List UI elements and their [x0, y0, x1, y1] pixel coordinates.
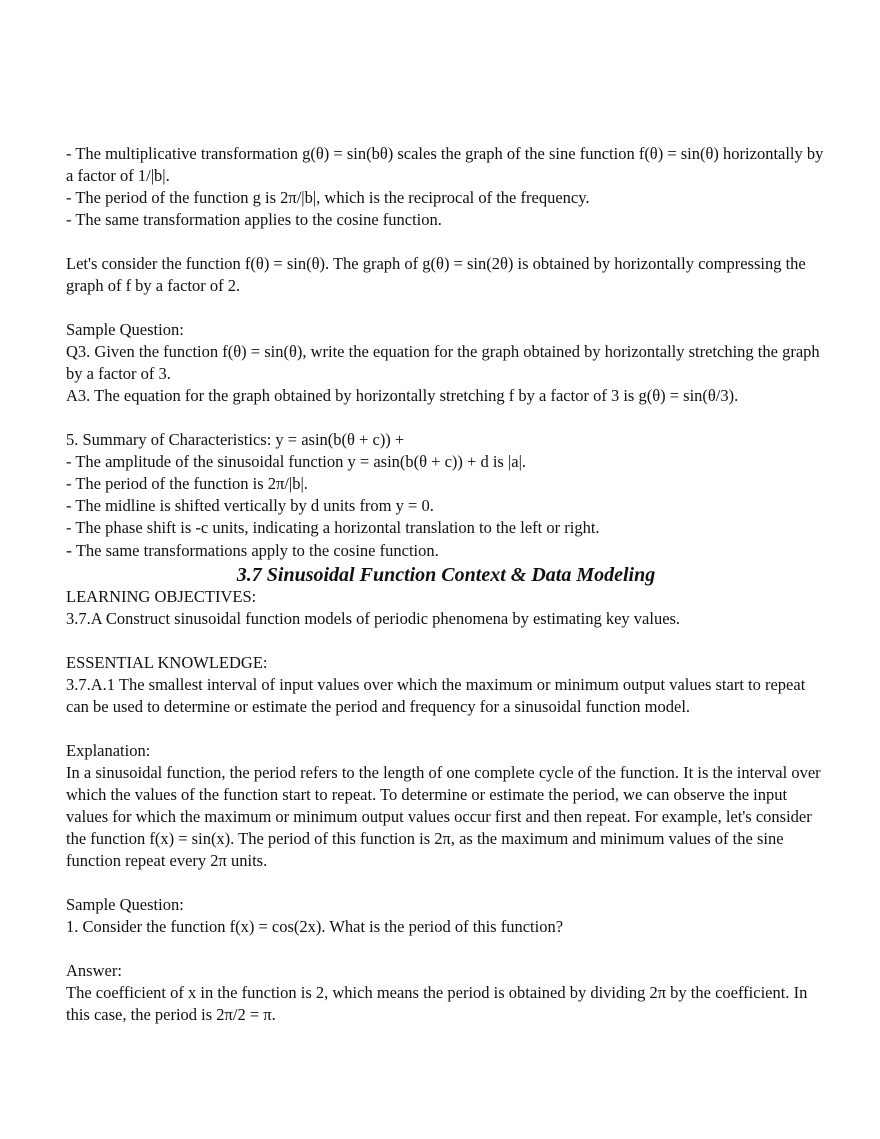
summary-phase-shift: - The phase shift is -c units, indicating a horizontal translation to the left or right.	[66, 518, 600, 537]
spacer	[66, 630, 826, 652]
explanation-text: In a sinusoidal function, the period refers to the length of one complete cycle of the function. It is the interval over which the values of the function start to repeat. To determine or estimate the period, we can observe the input values for which the maximum or minimum output values occur first and then repeat. For example, let's consider the function f(x) = sin(x). The period of this function is 2π, as the maximum and minimum values of the sine function repeat every 2π units.	[66, 763, 821, 870]
spacer	[66, 231, 826, 253]
summary-period: - The period of the function is 2π/|b|.	[66, 474, 308, 493]
objective-3-7-a: 3.7.A Construct sinusoidal function models of periodic phenomena by estimating key values.	[66, 609, 681, 628]
explanation-block	[66, 740, 826, 872]
sample-question-block	[66, 319, 826, 407]
summary-of-characteristics	[66, 429, 826, 562]
transformation-notes	[66, 143, 826, 231]
question-1: 1. Consider the function f(x) = cos(2x). What is the period of this function?	[66, 917, 564, 936]
document-page	[66, 143, 826, 1026]
summary-cosine-text: The same transformations apply to the cosine function.	[75, 541, 439, 560]
answer-label: Answer:	[66, 961, 122, 980]
sample-question-2-block	[66, 894, 826, 938]
bullet-period-of-g: - The period of the function g is 2π/|b|, which is the reciprocal of the frequency.	[66, 188, 590, 207]
question-q3: Q3. Given the function f(θ) = sin(θ), write the equation for the graph obtained by horizontally stretching the graph by a factor of 3.	[66, 342, 820, 383]
spacer	[66, 938, 826, 960]
spacer	[66, 718, 826, 740]
explanation-label: Explanation:	[66, 741, 151, 760]
bullet-multiplicative-transformation: - The multiplicative transformation g(θ) = sin(bθ) scales the graph of the sine function f(θ) = sin(θ) horizontally by a factor of 1/|b|.	[66, 144, 824, 185]
summary-title: 5. Summary of Characteristics: y = asin(b(θ + c)) +	[66, 430, 405, 449]
sample-question-label: Sample Question:	[66, 895, 184, 914]
bullet-cosine-applies: - The same transformation applies to the cosine function.	[66, 210, 442, 229]
knowledge-3-7-a-1: 3.7.A.1 The smallest interval of input values over which the maximum or minimum output values start to repeat can be used to determine or estimate the period and frequency for a sinusoidal function model.	[66, 675, 806, 716]
answer-block	[66, 960, 826, 1026]
spacer	[66, 407, 826, 429]
summary-amplitude: - The amplitude of the sinusoidal function y = asin(b(θ + c)) + d is |a|.	[66, 452, 527, 471]
example-paragraph: Let's consider the function f(θ) = sin(θ). The graph of g(θ) = sin(2θ) is obtained by horizontally compressing the graph of f by a factor of 2.	[66, 254, 806, 295]
summary-midline: - The midline is shifted vertically by d units from y = 0.	[66, 496, 434, 515]
learning-objectives	[66, 586, 826, 630]
spacer	[66, 872, 826, 894]
section-heading: 3.7 Sinusoidal Function Context & Data Modeling	[236, 564, 656, 586]
answer-text: The coefficient of x in the function is 2, which means the period is obtained by dividing 2π by the coefficient. In this case, the period is 2π/2 = π.	[66, 983, 808, 1024]
essential-knowledge-label: ESSENTIAL KNOWLEDGE:	[66, 653, 268, 672]
spacer	[66, 297, 826, 319]
essential-knowledge	[66, 652, 826, 718]
sample-question-label: Sample Question:	[66, 320, 184, 339]
answer-a3: A3. The equation for the graph obtained by horizontally stretching f by a factor of 3 is g(θ) = sin(θ/3).	[66, 386, 739, 405]
dash-glyph: -	[66, 540, 72, 560]
summary-cosine	[66, 539, 826, 562]
learning-objectives-label: LEARNING OBJECTIVES:	[66, 587, 257, 606]
